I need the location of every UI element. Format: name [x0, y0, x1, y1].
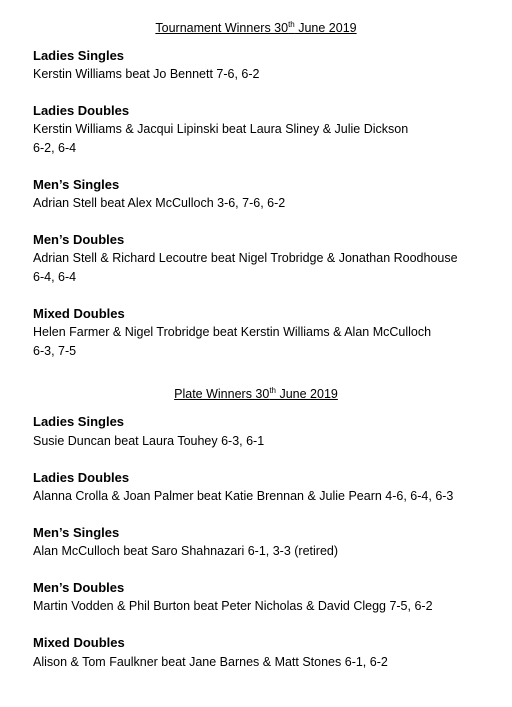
plate-result-mens-doubles: Martin Vodden & Phil Burton beat Peter Nicholas & David Clegg 7-5, 6-2: [33, 599, 433, 613]
plate-heading-mens-singles: Men’s Singles: [33, 525, 120, 540]
tournament-score-mixed-doubles: 6-3, 7-5: [33, 344, 77, 358]
plate-result-mixed-doubles: Alison & Tom Faulkner beat Jane Barnes & Matt Stones 6-1, 6-2: [33, 655, 388, 669]
plate-heading-ladies-doubles: Ladies Doubles: [33, 470, 130, 485]
tournament-result-ladies-singles: Kerstin Williams beat Jo Bennett 7-6, 6-2: [33, 67, 260, 81]
plate-heading-ladies-singles: Ladies Singles: [33, 414, 125, 429]
plate-result-ladies-singles: Susie Duncan beat Laura Touhey 6-3, 6-1: [33, 434, 265, 448]
tournament-heading-ladies-singles: Ladies Singles: [33, 48, 125, 63]
tournament-score-mens-doubles: 6-4, 6-4: [33, 270, 77, 284]
tournament-heading-mixed-doubles: Mixed Doubles: [33, 306, 125, 321]
plate-title: [0, 387, 512, 402]
tournament-title-date: June 2019: [294, 21, 357, 35]
tournament-heading-mens-singles: Men’s Singles: [33, 177, 120, 192]
plate-title-sup: th: [269, 385, 276, 395]
tournament-heading-mens-doubles: Men’s Doubles: [33, 232, 125, 247]
tournament-result-mens-singles: Adrian Stell beat Alex McCulloch 3-6, 7-6, 6-2: [33, 196, 286, 210]
plate-result-ladies-doubles: Alanna Crolla & Joan Palmer beat Katie Brennan & Julie Pearn 4-6, 6-4, 6-3: [33, 489, 454, 503]
plate-result-mens-singles: Alan McCulloch beat Saro Shahnazari 6-1, 3-3 (retired): [33, 544, 339, 558]
tournament-title: [0, 21, 512, 36]
tournament-heading-ladies-doubles: Ladies Doubles: [33, 103, 130, 118]
plate-heading-mens-doubles: Men’s Doubles: [33, 580, 125, 595]
tournament-title-text: Tournament Winners 30: [155, 21, 289, 35]
tournament-score-ladies-doubles: 6-2, 6-4: [33, 141, 77, 155]
plate-title-date: June 2019: [276, 387, 338, 401]
tournament-result-mens-doubles: Adrian Stell & Richard Lecoutre beat Nigel Trobridge & Jonathan Roodhouse: [33, 251, 458, 265]
plate-title-text: Plate Winners 30: [174, 387, 270, 401]
tournament-result-ladies-doubles: Kerstin Williams & Jacqui Lipinski beat Laura Sliney & Julie Dickson: [33, 122, 409, 136]
plate-heading-mixed-doubles: Mixed Doubles: [33, 635, 125, 650]
tournament-result-mixed-doubles: Helen Farmer & Nigel Trobridge beat Kerstin Williams & Alan McCulloch: [33, 325, 432, 339]
tournament-title-sup: th: [288, 19, 295, 29]
